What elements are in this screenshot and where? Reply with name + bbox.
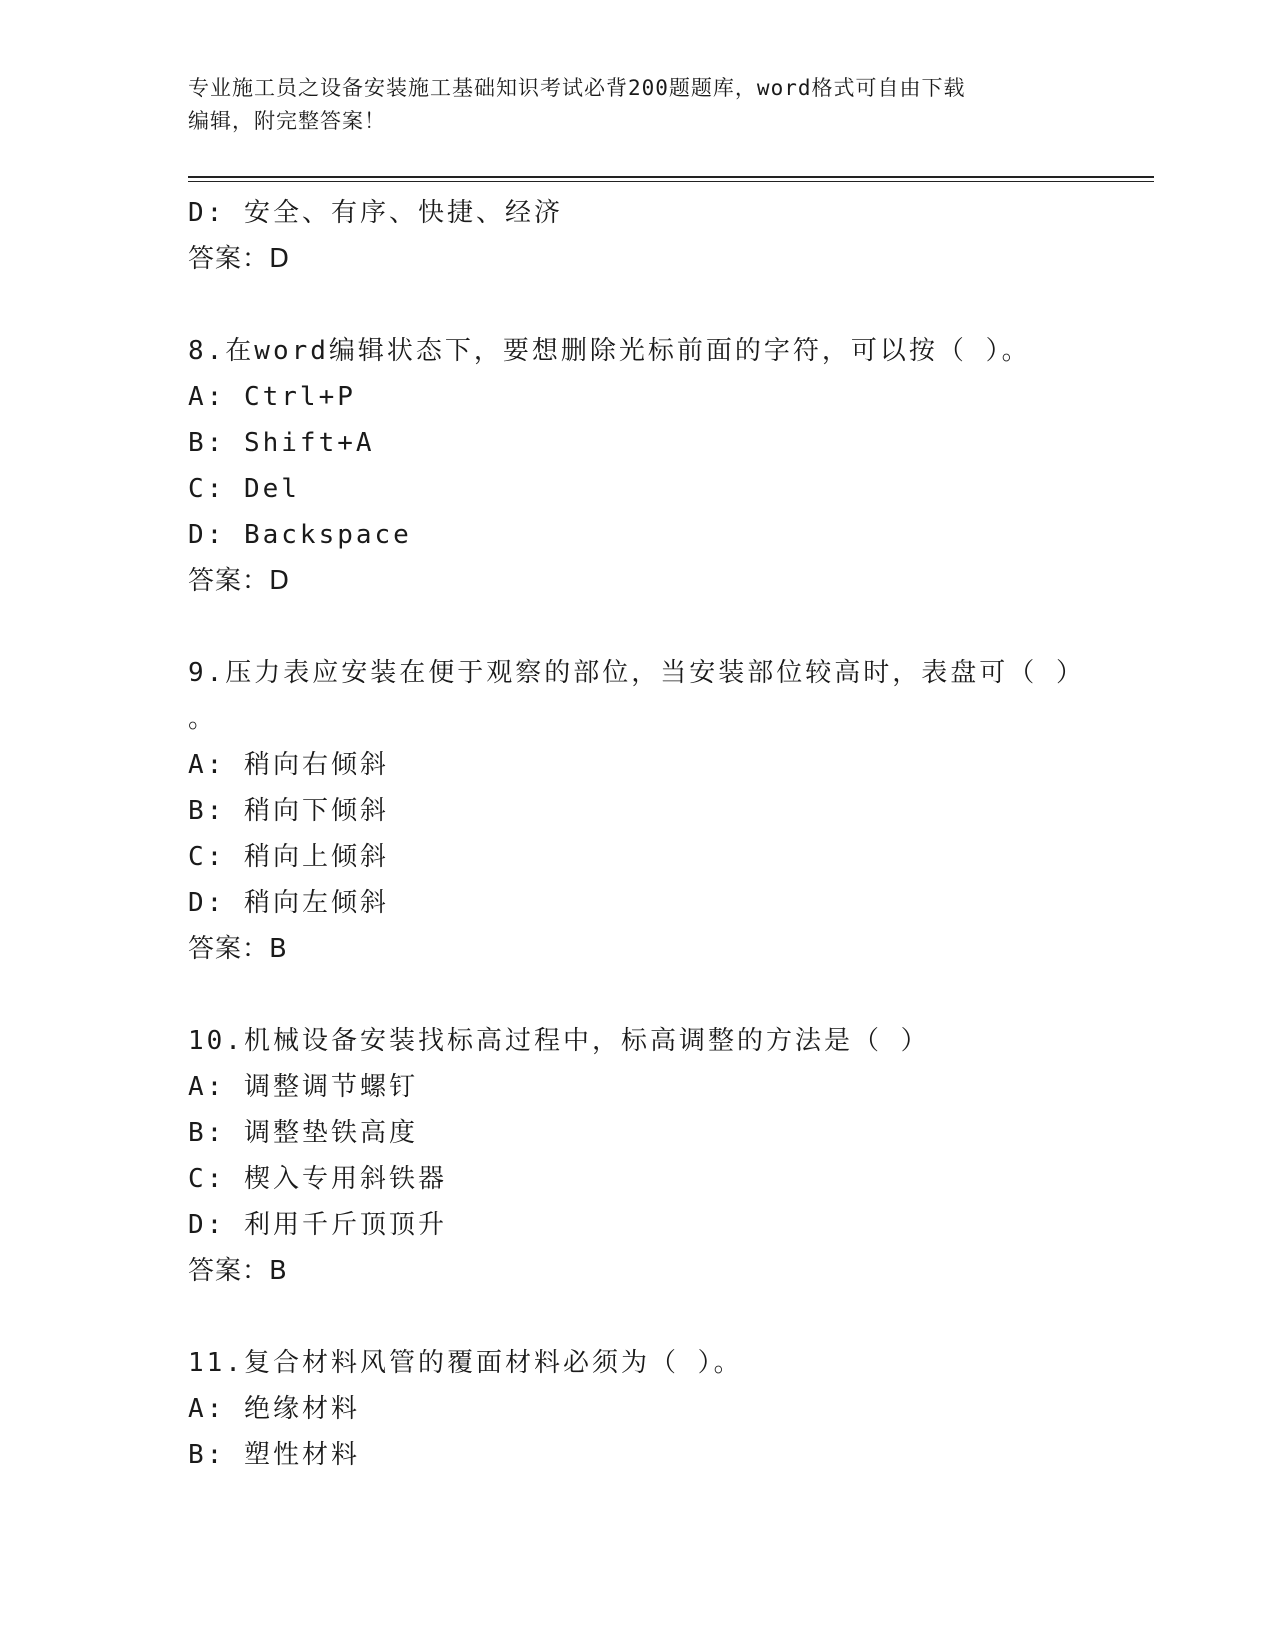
question-block-7 [188, 190, 1088, 282]
question-stem: 10.机械设备安装找标高过程中，标高调整的方法是（ ） [188, 1026, 930, 1056]
question-block-9 [188, 650, 1088, 972]
question-stem: 9.压力表应安装在便于观察的部位，当安装部位较高时，表盘可（ ） [188, 658, 1085, 688]
question-stem: 8.在word编辑状态下，要想删除光标前面的字符，可以按（ ）。 [188, 336, 1031, 366]
option-c: C: 稍向上倾斜 [188, 842, 389, 872]
option-d: D: 利用千斤顶顶升 [188, 1210, 447, 1240]
header-divider-thick [188, 176, 1154, 178]
question-block-8 [188, 328, 1088, 604]
header-title-line-1: 专业施工员之设备安装施工基础知识考试必背200题题库，word格式可自由下载 [188, 76, 966, 100]
spacer [188, 972, 1088, 1018]
option-d: D: Backspace [188, 520, 412, 550]
option-a: A: 调整调节螺钉 [188, 1072, 418, 1102]
answer-line: 答案：B [188, 1256, 288, 1286]
document-header [188, 72, 1068, 138]
option-c: C: 楔入专用斜铁器 [188, 1164, 447, 1194]
header-divider-thin [188, 181, 1154, 182]
question-stem: 11.复合材料风管的覆面材料必须为（ ）。 [188, 1348, 743, 1378]
answer-line: 答案：D [188, 244, 291, 274]
question-block-10 [188, 1018, 1088, 1294]
answer-line: 答案：D [188, 566, 291, 596]
option-d: D: 安全、有序、快捷、经济 [188, 198, 563, 228]
question-block-11 [188, 1340, 1088, 1478]
option-b: B: 调整垫铁高度 [188, 1118, 418, 1148]
header-title-line-2: 编辑，附完整答案！ [188, 109, 386, 133]
question-list [188, 190, 1088, 1478]
question-stem-continuation: 。 [188, 704, 215, 734]
answer-line: 答案：B [188, 934, 288, 964]
option-a: A: Ctrl+P [188, 382, 356, 412]
spacer [188, 604, 1088, 650]
option-a: A: 稍向右倾斜 [188, 750, 389, 780]
option-b: B: Shift+A [188, 428, 375, 458]
spacer [188, 1294, 1088, 1340]
spacer [188, 282, 1088, 328]
option-b: B: 稍向下倾斜 [188, 796, 389, 826]
option-a: A: 绝缘材料 [188, 1394, 360, 1424]
option-c: C: Del [188, 474, 300, 504]
option-b: B: 塑性材料 [188, 1440, 360, 1470]
option-d: D: 稍向左倾斜 [188, 888, 389, 918]
